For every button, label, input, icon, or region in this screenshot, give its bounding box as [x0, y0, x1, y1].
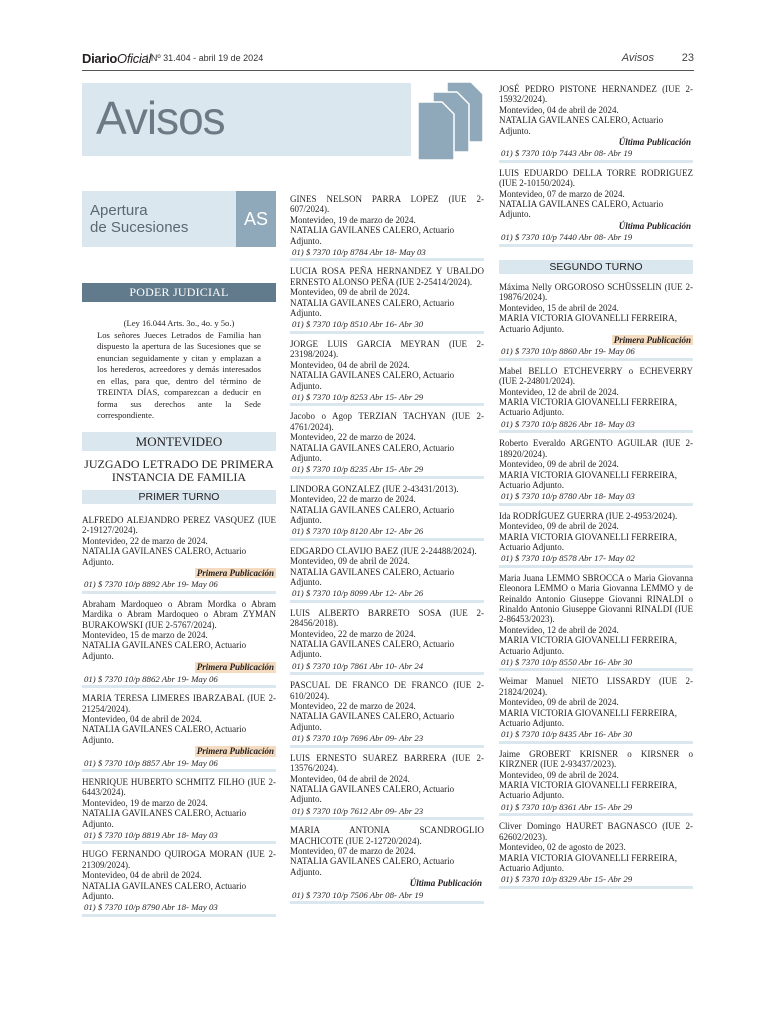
- apertura-line2: de Sucesiones: [90, 219, 189, 236]
- notice-name: Roberto Everaldo ARGENTO AGUILAR (IUE 2-18920/2024).: [499, 438, 693, 459]
- notice-date: Montevideo, 04 de abril de 2024.: [82, 713, 202, 724]
- notice-date: Montevideo, 19 de marzo de 2024.: [82, 797, 208, 808]
- notice-date: Montevideo, 02 de agosto de 2023.: [499, 842, 626, 853]
- publication-tag: [290, 878, 484, 888]
- notice-actuario: NATALIA GAVILANES CALERO, Actuario Adjunto.: [290, 504, 455, 525]
- notice-name: Weimar Manuel NIETO LISSARDY (IUE 2-21824/2024).: [499, 676, 693, 697]
- notice-date: Montevideo, 09 de abril de 2024.: [499, 697, 619, 708]
- notice-entry: [499, 168, 693, 247]
- notice-entry: [82, 849, 276, 916]
- notice-reference: 01) $ 7370 10/p 8819 Abr 18- May 03: [84, 829, 218, 840]
- notice-name: MARIA ANTONIA SCANDROGLIO MACHICOTE (IUE 2-12720/2024).: [290, 825, 484, 846]
- notice-name: EDGARDO CLAVIJO BAEZ (IUE 2-24488/2024).: [290, 545, 477, 556]
- notice-name: LUIS ERNESTO SUAREZ BARRERA (IUE 2-13576/2024).: [290, 752, 484, 774]
- notice-actuario: NATALIA GAVILANES CALERO, Actuario Adjunto.: [499, 199, 664, 220]
- notice-date: Montevideo, 12 de abril de 2024.: [499, 624, 619, 635]
- notice-entry: [499, 573, 693, 672]
- notice-reference: 01) $ 7370 10/p 8780 Abr 18- May 03: [501, 491, 635, 502]
- notice-reference: 01) $ 7370 10/p 8253 Abr 15- Abr 29: [292, 391, 424, 402]
- notice-entry: [499, 84, 693, 163]
- notice-actuario: NATALIA GAVILANES CALERO, Actuario Adjunto.: [290, 297, 455, 319]
- notice-reference: 01) $ 7370 10/p 8120 Abr 12- Abr 26: [292, 526, 424, 537]
- notice-entry: [499, 749, 693, 816]
- notice-actuario: NATALIA GAVILANES CALERO, Actuario Adjunto.: [82, 724, 247, 745]
- notice-reference: 01) $ 7370 10/p 8892 Abr 19- May 06: [84, 579, 218, 590]
- notice-entry: [82, 515, 276, 594]
- notice-entry: [290, 546, 484, 603]
- notice-reference: 01) $ 7370 10/p 8857 Abr 19- May 06: [84, 757, 218, 768]
- notice-reference: 01) $ 7370 10/p 7612 Abr 09- Abr 23: [292, 805, 424, 816]
- column-2: [290, 194, 484, 909]
- notice-date: Montevideo, 09 de abril de 2024.: [290, 287, 410, 298]
- notice-date: Montevideo, 22 de marzo de 2024.: [290, 701, 416, 712]
- notice-name: HUGO FERNANDO QUIROGA MORAN (IUE 2-21309/2024).: [82, 849, 276, 870]
- notice-name: Jaime GROBERT KRISNER o KIRSNER o KIRZNER (IUE 2-93437/2023).: [499, 748, 693, 770]
- brand-logo: DiarioOficial: [82, 51, 152, 66]
- notice-actuario: MARIA VICTORIA GIOVANELLI FERREIRA, Actuario Adjunto.: [499, 852, 678, 873]
- notice-name: LUIS EDUARDO DELLA TORRE RODRIGUEZ (IUE 2-10150/2024).: [499, 167, 693, 189]
- notice-actuario: NATALIA GAVILANES CALERO, Actuario Adjunto.: [82, 880, 247, 901]
- notice-date: Montevideo, 09 de abril de 2024.: [499, 459, 619, 470]
- notice-name: LUIS ALBERTO BARRETO SOSA (IUE 2-28456/2018).: [290, 607, 484, 629]
- notice-actuario: MARIA VICTORIA GIOVANELLI FERREIRA, Actuario Adjunto.: [499, 531, 678, 552]
- poder-judicial-heading: PODER JUDICIAL: [82, 283, 276, 302]
- notice-reference: 01) $ 7370 10/p 8435 Abr 16- Abr 30: [501, 729, 633, 740]
- notice-entry: [290, 608, 484, 675]
- notice-entry: [499, 366, 693, 433]
- notice-entry: [499, 676, 693, 743]
- notice-entry: [290, 680, 484, 747]
- notice-reference: 01) $ 7370 10/p 7861 Abr 10- Abr 24: [292, 660, 424, 671]
- notice-actuario: MARIA VICTORIA GIOVANELLI FERREIRA, Actuario Adjunto.: [499, 313, 678, 334]
- notice-date: Montevideo, 15 de marzo de 2024.: [82, 630, 208, 641]
- notice-name: Maria Juana LEMMO SBROCCA o Maria Giovanna Eleonora LEMMO o Maria Giovanna LEMMO y de Reinaldo Antonio Giuseppe Giovanni RINALDI o Rinaldo Antonio Giuseppe Giovanni RINALDI (IUE 2-86453/2023).: [499, 572, 693, 625]
- notice-entry: [499, 511, 693, 568]
- notice-entry: [290, 484, 484, 541]
- notice-date: Montevideo, 22 de marzo de 2024.: [82, 535, 208, 546]
- column-1: [82, 515, 276, 922]
- notice-name: GINES NELSON PARRA LOPEZ (IUE 2-607/2024).: [290, 194, 484, 215]
- ley-body: Los señores Jueces Letrados de Familia han dispuesto la apertura de las Sucesiones que se enuncian seguidamente y citan y emplazan a los herederos, acreedores y demás interesados en ellas, para que, dentro del término de TREINTA DÍAS, comparezcan a deducir en forma sus derechos ante la Sede correspondiente.: [97, 329, 261, 420]
- notice-entry: [499, 821, 693, 888]
- notice-actuario: NATALIA GAVILANES CALERO, Actuario Adjunto.: [290, 442, 455, 463]
- primer-turno-heading: PRIMER TURNO: [82, 490, 276, 504]
- notice-reference: 01) $ 7370 10/p 8550 Abr 16- Abr 30: [501, 657, 633, 667]
- publication-label: Primera Publicación: [196, 746, 274, 757]
- notice-entry: [290, 266, 484, 333]
- notice-entry: [290, 825, 484, 904]
- notice-name: MARIA TERESA LIMERES IBARZABAL (IUE 2-21254/2024).: [82, 693, 276, 714]
- publication-label: Última Publicación: [618, 220, 691, 231]
- section-name: Avisos: [621, 52, 654, 64]
- notice-name: Jacobo o Agop TERZIAN TACHYAN (IUE 2-4761/2024).: [290, 411, 484, 432]
- notice-date: Montevideo, 04 de abril de 2024.: [290, 773, 410, 784]
- notice-date: Montevideo, 22 de marzo de 2024.: [290, 432, 416, 443]
- notice-actuario: NATALIA GAVILANES CALERO, Actuario Adjunto.: [82, 808, 247, 829]
- montevideo-heading: MONTEVIDEO: [82, 432, 276, 451]
- notice-date: Montevideo, 07 de marzo de 2024.: [499, 188, 625, 199]
- notice-actuario: NATALIA GAVILANES CALERO, Actuario Adjunto.: [82, 640, 247, 661]
- publication-tag: [499, 137, 693, 147]
- notice-reference: 01) $ 7370 10/p 7440 Abr 08- Abr 19: [501, 232, 633, 243]
- publication-label: Primera Publicación: [613, 335, 691, 346]
- banner-title: Avisos: [96, 92, 225, 144]
- notice-actuario: NATALIA GAVILANES CALERO, Actuario Adjunto.: [82, 546, 247, 567]
- notice-entry: [82, 777, 276, 844]
- column-3-top: [499, 84, 693, 252]
- notice-name: HENRIQUE HUBERTO SCHMITZ FILHO (IUE 2-6443/2024).: [82, 776, 276, 798]
- notice-date: Montevideo, 15 de abril de 2024.: [499, 302, 619, 313]
- apertura-sucesiones-box: [82, 191, 276, 247]
- notice-actuario: MARIA VICTORIA GIOVANELLI FERREIRA, Actuario Adjunto.: [499, 469, 678, 490]
- notice-entry: [290, 411, 484, 478]
- notice-reference: 01) $ 7370 10/p 8361 Abr 15- Abr 29: [501, 801, 633, 812]
- notice-date: Montevideo, 09 de abril de 2024.: [290, 556, 410, 567]
- ley-citation: (Ley 16.044 Arts. 3o., 4o. y 5o.): [123, 318, 235, 328]
- documents-icon: [413, 76, 487, 160]
- notice-date: Montevideo, 09 de abril de 2024.: [499, 769, 619, 780]
- notice-entry: [290, 339, 484, 406]
- notice-reference: 01) $ 7370 10/p 8578 Abr 17- May 02: [501, 553, 635, 564]
- notice-entry: [82, 599, 276, 688]
- notice-reference: 01) $ 7370 10/p 8510 Abr 16- Abr 30: [292, 319, 424, 330]
- notice-entry: [499, 282, 693, 361]
- segundo-turno-heading: SEGUNDO TURNO: [499, 260, 693, 274]
- notice-actuario: MARIA VICTORIA GIOVANELLI FERREIRA, Actuario Adjunto.: [499, 397, 678, 418]
- notice-reference: 01) $ 7370 10/p 8099 Abr 12- Abr 26: [292, 588, 424, 599]
- notice-reference: 01) $ 7370 10/p 8784 Abr 18- May 03: [292, 247, 426, 258]
- notice-reference: 01) $ 7370 10/p 8790 Abr 18- May 03: [84, 902, 218, 913]
- notice-entry: [82, 693, 276, 772]
- notice-entry: [290, 194, 484, 261]
- notice-name: Ida RODRÍGUEZ GUERRA (IUE 2-4953/2024).: [499, 510, 678, 521]
- publication-label: Primera Publicación: [196, 662, 274, 673]
- notice-entry: [499, 438, 693, 505]
- notice-actuario: MARIA VICTORIA GIOVANELLI FERREIRA, Actuario Adjunto.: [499, 780, 678, 801]
- notice-reference: 01) $ 7370 10/p 7443 Abr 08- Abr 19: [501, 148, 633, 159]
- section-banner: [82, 83, 411, 156]
- ley-paragraph: [97, 318, 261, 422]
- notice-reference: 01) $ 7370 10/p 8862 Abr 19- May 06: [84, 673, 218, 684]
- publication-tag: [499, 221, 693, 231]
- notice-name: JOSÉ PEDRO PISTONE HERNANDEZ (IUE 2-15932/2024).: [499, 84, 693, 105]
- publication-label: Última Publicación: [618, 137, 691, 148]
- notice-actuario: NATALIA GAVILANES CALERO, Actuario Adjunto.: [290, 566, 455, 587]
- notice-reference: 01) $ 7370 10/p 8860 Abr 19- May 06: [501, 346, 635, 357]
- notice-date: Montevideo, 04 de abril de 2024.: [499, 104, 619, 115]
- notice-reference: 01) $ 7370 10/p 7696 Abr 09- Abr 23: [292, 733, 424, 744]
- notice-name: LUCIA ROSA PEÑA HERNANDEZ Y UBALDO ERNESTO ALONSO PEÑA (IUE 2-25414/2024).: [290, 266, 484, 287]
- apertura-line1: Apertura: [90, 202, 148, 219]
- notice-name: LINDORA GONZALEZ (IUE 2-43431/2013).: [290, 483, 459, 494]
- publication-tag: [82, 746, 276, 756]
- notice-date: Montevideo, 19 de marzo de 2024.: [290, 214, 416, 225]
- notice-actuario: NATALIA GAVILANES CALERO, Actuario Adjunto.: [290, 783, 455, 805]
- notice-name: PASCUAL DE FRANCO DE FRANCO (IUE 2-610/2024).: [290, 680, 484, 701]
- notice-date: Montevideo, 04 de abril de 2024.: [82, 870, 202, 881]
- notice-actuario: NATALIA GAVILANES CALERO, Actuario Adjunto.: [290, 711, 455, 732]
- notice-reference: 01) $ 7370 10/p 8826 Abr 18- May 03: [501, 418, 635, 429]
- publication-tag: [82, 568, 276, 578]
- notice-name: Cliver Domingo HAURET BAGNASCO (IUE 2-62602/2023).: [499, 821, 693, 842]
- notice-actuario: MARIA VICTORIA GIOVANELLI FERREIRA, Actuario Adjunto.: [499, 707, 678, 729]
- publication-label: Primera Publicación: [196, 568, 274, 579]
- page-number: 23: [681, 52, 694, 64]
- notice-name: ALFREDO ALEJANDRO PEREZ VASQUEZ (IUE 2-19127/2024).: [82, 515, 276, 536]
- juzgado-heading: JUZGADO LETRADO DE PRIMERA INSTANCIA DE FAMILIA: [84, 457, 274, 484]
- notice-actuario: NATALIA GAVILANES CALERO, Actuario Adjunto.: [290, 370, 455, 391]
- notice-date: Montevideo, 22 de marzo de 2024.: [290, 628, 416, 639]
- notice-name: Mabel BELLO ETCHEVERRY o ECHEVERRY (IUE 2-24801/2024).: [499, 365, 693, 387]
- notice-name: Abraham Mardoqueo o Abram Mordka o Abram Mardika o Abram Mardoqueo o Abram ZYMAN BURAKOWSKI (IUE 2-5767/2024).: [82, 598, 276, 630]
- issue-info: | Nº 31.404 - abril 19 de 2024: [146, 53, 264, 63]
- notice-actuario: NATALIA GAVILANES CALERO, Actuario Adjunto.: [290, 225, 455, 246]
- column-3-bottom: [499, 282, 693, 894]
- notice-name: JORGE LUIS GARCIA MEYRAN (IUE 2-23198/2024).: [290, 338, 484, 360]
- notice-actuario: MARIA VICTORIA GIOVANELLI FERREIRA, Actuario Adjunto.: [499, 635, 678, 656]
- notice-reference: 01) $ 7370 10/p 7506 Abr 08- Abr 19: [292, 889, 424, 900]
- notice-actuario: NATALIA GAVILANES CALERO, Actuario Adjunto.: [290, 856, 455, 877]
- as-badge: AS: [236, 191, 276, 247]
- notice-date: Montevideo, 07 de marzo de 2024.: [290, 845, 416, 856]
- notice-actuario: NATALIA GAVILANES CALERO, Actuario Adjunto.: [290, 639, 455, 660]
- notice-reference: 01) $ 7370 10/p 8329 Abr 15- Abr 29: [501, 874, 633, 885]
- notice-date: Montevideo, 12 de abril de 2024.: [499, 386, 619, 397]
- notice-date: Montevideo, 09 de abril de 2024.: [499, 521, 619, 532]
- publication-tag: [82, 662, 276, 672]
- notice-name: Máxima Nelly ORGOROSO SCHÜSSELIN (IUE 2-19876/2024).: [499, 282, 693, 303]
- notice-date: Montevideo, 22 de marzo de 2024.: [290, 494, 416, 505]
- publication-tag: [499, 335, 693, 345]
- publication-label: Última Publicación: [409, 878, 482, 889]
- page-header: [82, 50, 694, 71]
- notice-actuario: NATALIA GAVILANES CALERO, Actuario Adjunto.: [499, 115, 664, 136]
- notice-entry: [290, 753, 484, 820]
- notice-date: Montevideo, 04 de abril de 2024.: [290, 359, 410, 370]
- notice-reference: 01) $ 7370 10/p 8235 Abr 15- Abr 29: [292, 464, 424, 475]
